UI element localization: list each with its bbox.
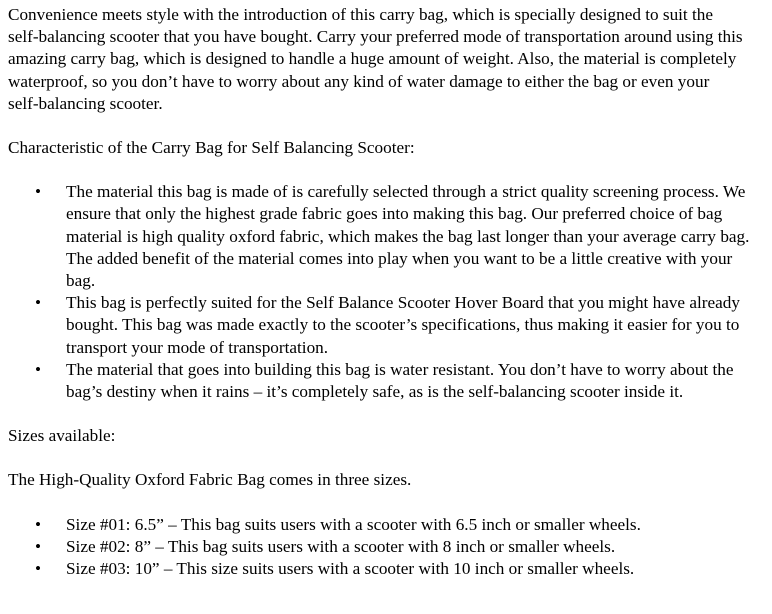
list-item-text: This bag is perfectly suited for the Self Balance Scooter Hover Board that you might have already bought. This bag was made exactly to the scooter’s specifications, thus making it easier for you to transport your mode of transportation. bbox=[66, 293, 740, 357]
sizes-intro: The High-Quality Oxford Fabric Bag comes in three sizes. bbox=[8, 470, 412, 490]
bullet-icon: • bbox=[35, 293, 42, 313]
list-item bbox=[8, 359, 750, 403]
list-item bbox=[8, 514, 750, 536]
bullet-icon: • bbox=[35, 559, 42, 579]
list-item-text: Size #01: 6.5” – This bag suits users with a scooter with 6.5 inch or smaller wheels. bbox=[66, 514, 641, 534]
list-item-text: Size #02: 8” – This bag suits users with a scooter with 8 inch or smaller wheels. bbox=[66, 536, 616, 556]
list-item-text: Size #03: 10” – This size suits users with a scooter with 10 inch or smaller wheels. bbox=[66, 559, 635, 579]
list-item bbox=[8, 558, 750, 580]
bullet-icon: • bbox=[35, 182, 42, 202]
bullet-icon: • bbox=[35, 536, 42, 556]
characteristics-list bbox=[8, 181, 772, 403]
sizes-heading: Sizes available: bbox=[8, 426, 116, 446]
list-item-text: The material that goes into building this bag is water resistant. You don’t have to worry about the bag’s destiny when it rains – it’s completely safe, as is the self-balancing scooter inside it. bbox=[66, 359, 734, 402]
bullet-icon: • bbox=[35, 359, 42, 379]
list-item bbox=[8, 536, 750, 558]
list-item bbox=[8, 181, 750, 292]
list-item-text: The material this bag is made of is carefully selected through a strict quality screening process. We ensure that only the highest grade fabric goes into making this bag. Our preferred choice of bag material is high quality oxford fabric, which makes the bag last longer than your average carry bag. The added benefit of the material comes into play when you want to be a little creative with your bag. bbox=[66, 182, 750, 291]
sizes-list bbox=[8, 514, 772, 581]
intro-paragraph: Convenience meets style with the introduction of this carry bag, which is specially designed to suit the self-balancing scooter that you have bought. Carry your preferred mode of transportation around using this amazing carry bag, which is designed to handle a huge amount of weight. Also, the material is completely waterproof, so you don’t have to worry about any kind of water damage to either the bag or even your self-balancing scooter. bbox=[8, 5, 743, 113]
characteristics-heading: Characteristic of the Carry Bag for Self Balancing Scooter: bbox=[8, 138, 415, 158]
list-item bbox=[8, 292, 750, 359]
bullet-icon: • bbox=[35, 514, 42, 534]
